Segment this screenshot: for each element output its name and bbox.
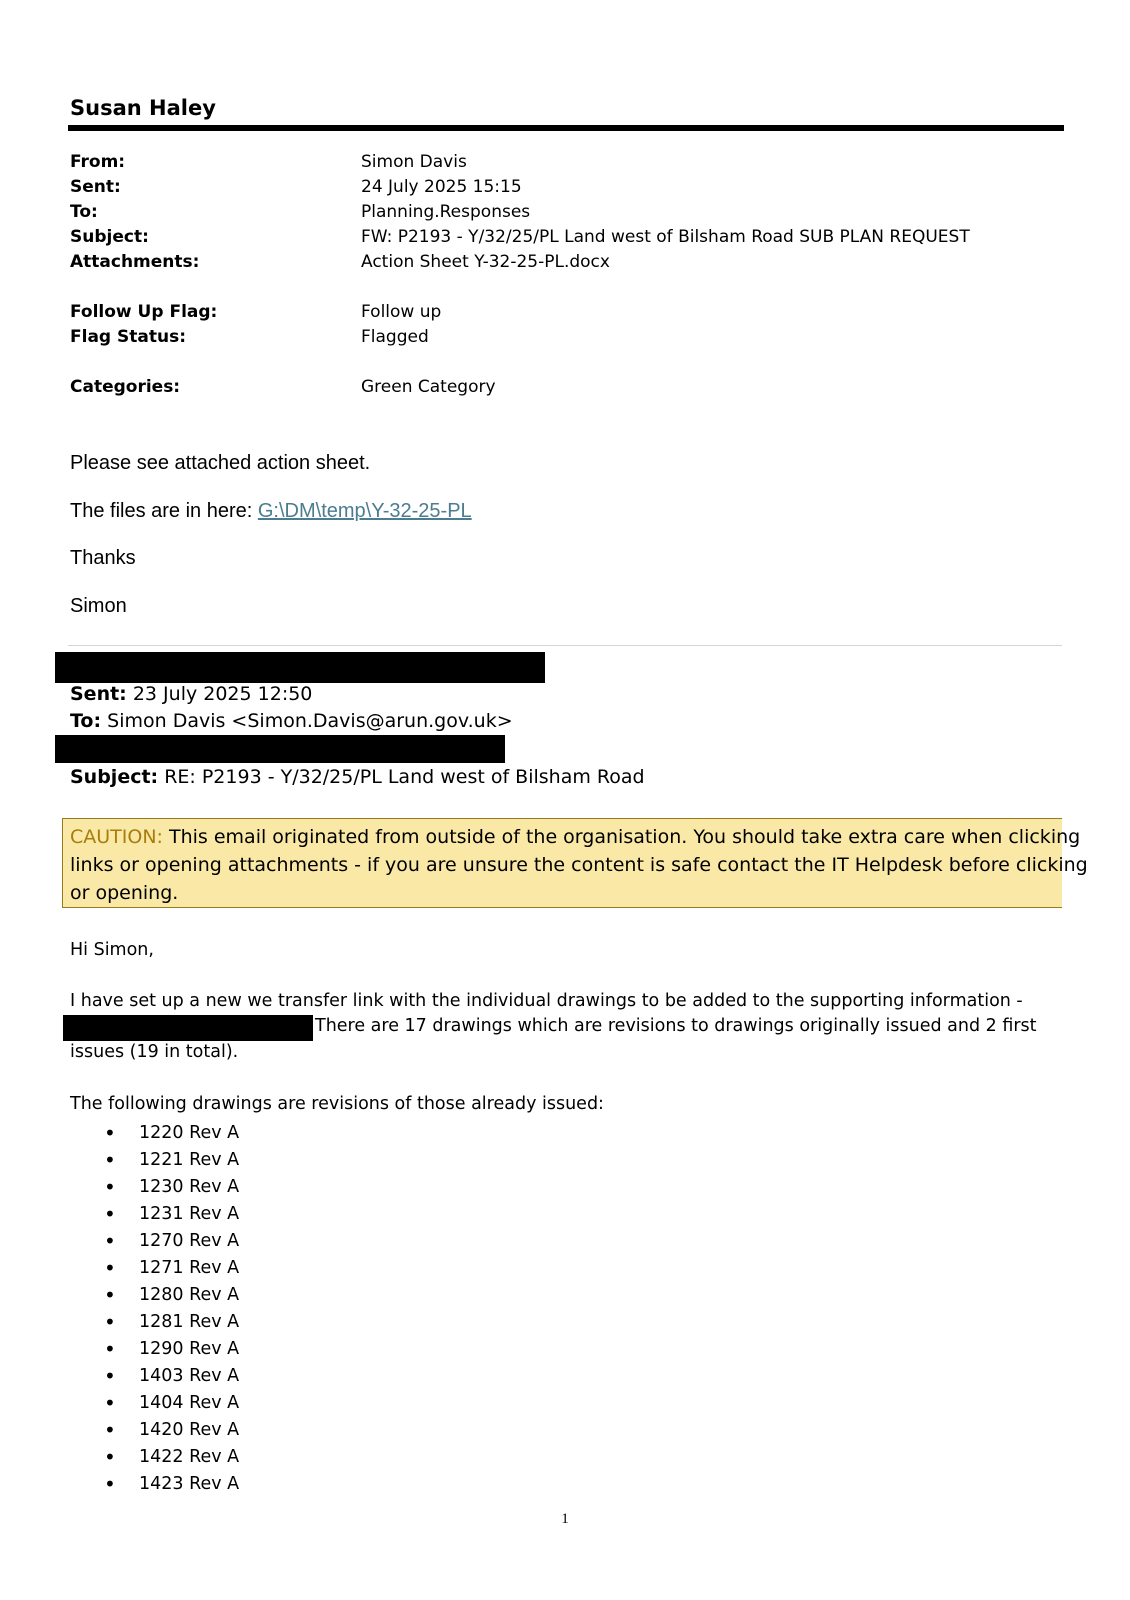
- sent-value: 24 July 2025 15:15: [361, 177, 522, 197]
- redaction-bar: [55, 652, 545, 683]
- caution-line-3: or opening.: [70, 882, 179, 904]
- to-value: Planning.Responses: [361, 202, 531, 222]
- categories-label: Categories:: [70, 377, 181, 397]
- drawing-list-item: • 1423 Rev A: [100, 1471, 239, 1498]
- redaction-bar: [55, 735, 505, 763]
- quoted-separator: [68, 645, 1062, 646]
- drawing-list-item: • 1231 Rev A: [100, 1201, 239, 1228]
- to-label: To:: [70, 202, 98, 222]
- redaction-bar: [63, 1015, 313, 1041]
- body-thanks: Thanks: [70, 547, 136, 569]
- drawing-list-item: • 1230 Rev A: [100, 1174, 239, 1201]
- subject-value: FW: P2193 - Y/32/25/PL Land west of Bilsham Road SUB PLAN REQUEST: [361, 227, 970, 247]
- flag-status-value: Flagged: [361, 327, 429, 347]
- quoted-sent-row: [70, 683, 312, 705]
- quoted-to-label: To:: [70, 710, 102, 732]
- files-prefix: The files are in here:: [70, 500, 258, 522]
- message-paragraph-line-1: I have set up a new we transfer link with the individual drawings to be added to the supporting information -: [70, 991, 1023, 1011]
- drawing-list-item: • 1404 Rev A: [100, 1390, 239, 1417]
- caution-line-1: [70, 823, 1081, 851]
- quoted-sent-label: Sent:: [70, 683, 127, 705]
- drawing-list-item: • 1290 Rev A: [100, 1336, 239, 1363]
- files-path-link[interactable]: G:\DM\temp\Y-32-25-PL: [257, 500, 472, 522]
- quoted-subject-row: [70, 766, 645, 788]
- message-paragraph-line-2: There are 17 drawings which are revisions to drawings originally issued and 2 first: [315, 1016, 1037, 1036]
- drawing-list-item: • 1403 Rev A: [100, 1363, 239, 1390]
- drawing-list-item: • 1420 Rev A: [100, 1417, 239, 1444]
- follow-up-flag-label: Follow Up Flag:: [70, 302, 218, 322]
- drawing-list-item: • 1220 Rev A: [100, 1120, 239, 1147]
- subject-label: Subject:: [70, 227, 149, 247]
- drawing-list-item: • 1280 Rev A: [100, 1282, 239, 1309]
- header-rule: [68, 125, 1064, 131]
- quoted-to-value: Simon Davis <Simon.Davis@arun.gov.uk>: [107, 710, 513, 732]
- drawing-list-intro: The following drawings are revisions of those already issued:: [70, 1094, 604, 1114]
- caution-text-1: This email originated from outside of the organisation. You should take extra care when clicking: [162, 826, 1081, 848]
- attachments-label: Attachments:: [70, 252, 200, 272]
- sent-label: Sent:: [70, 177, 121, 197]
- drawing-list-item: • 1271 Rev A: [100, 1255, 239, 1282]
- drawing-list-item: • 1270 Rev A: [100, 1228, 239, 1255]
- drawing-revision-list: [100, 1120, 239, 1498]
- caution-line-2: links or opening attachments - if you are unsure the content is safe contact the IT Helpdesk before clicking: [70, 854, 1088, 876]
- follow-up-flag-value: Follow up: [361, 302, 442, 322]
- message-paragraph-line-3: issues (19 in total).: [70, 1042, 239, 1062]
- attachment-file[interactable]: Action Sheet Y-32-25-PL.docx: [361, 252, 610, 272]
- quoted-sent-value: 23 July 2025 12:50: [132, 683, 313, 705]
- page-number: 1: [561, 1511, 569, 1527]
- quoted-to-row: [70, 710, 513, 732]
- drawing-list-item: • 1221 Rev A: [100, 1147, 239, 1174]
- mailbox-owner-name: Susan Haley: [70, 96, 216, 120]
- quoted-subject-value: RE: P2193 - Y/32/25/PL Land west of Bilsham Road: [164, 766, 645, 788]
- body-signoff: Simon: [70, 595, 127, 617]
- message-greeting: Hi Simon,: [70, 940, 154, 960]
- categories-value: Green Category: [361, 377, 496, 397]
- flag-status-label: Flag Status:: [70, 327, 186, 347]
- caution-label: CAUTION:: [70, 826, 163, 848]
- quoted-subject-label: Subject:: [70, 766, 159, 788]
- drawing-list-item: • 1422 Rev A: [100, 1444, 239, 1471]
- body-line-action-sheet: Please see attached action sheet.: [70, 452, 371, 474]
- from-value: Simon Davis: [361, 152, 467, 172]
- external-email-caution-banner: [62, 818, 1088, 908]
- from-label: From:: [70, 152, 126, 172]
- drawing-list-item: • 1281 Rev A: [100, 1309, 239, 1336]
- body-line-files: [70, 500, 472, 523]
